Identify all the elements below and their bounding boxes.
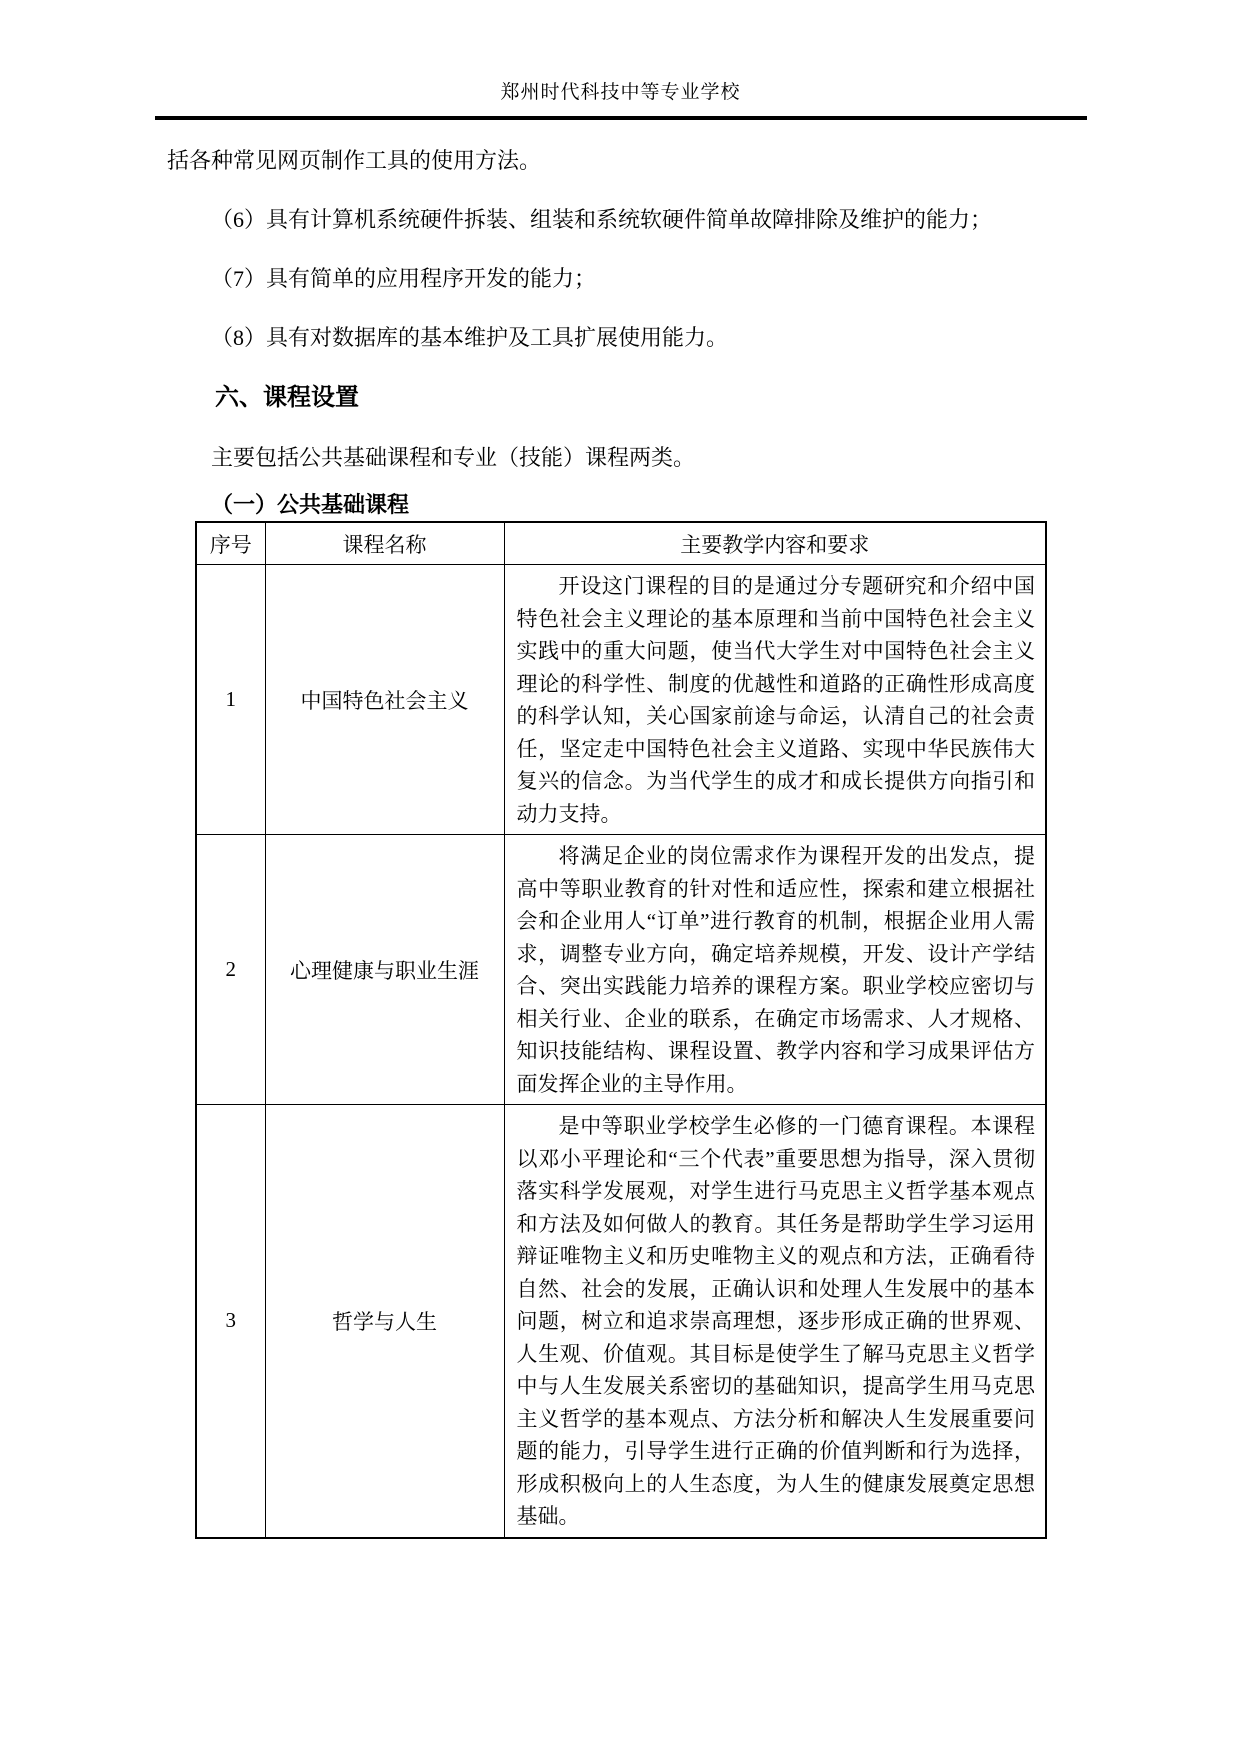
column-header-no: 序号 [196,522,265,565]
course-content-text: 将满足企业的岗位需求作为课程开发的出发点，提高中等职业教育的针对性和适应性，探索和建立根据社会和企业用人“订单”进行教育的机制，根据企业用人需求，调整专业方向，确定培养规模，开发、设计产学结合、突出实践能力培养的课程方案。职业学校应密切与相关行业、企业的联系，在确定市场需求、人才规格、知识技能结构、课程设置、教学内容和学习成果评估方面发挥企业的主导作用。 [516,844,1035,1096]
cell-course-content [504,565,1046,835]
course-table [195,521,1047,1539]
section-intro: 主要包括公共基础课程和专业（技能）课程两类。 [211,445,696,470]
table-row [196,1105,1046,1538]
course-content-text: 开设这门课程的目的是通过分专题研究和介绍中国特色社会主义理论的基本原理和当前中国特色社会主义实践中的重大问题，使当代大学生对中国特色社会主义理论的科学性、制度的优越性和道路的正确性形成高度的科学认知，关心国家前途与命运，认清自己的社会责任，坚定走中国特色社会主义道路、实现中华民族伟大复兴的信念。为当代学生的成才和成长提供方向指引和动力支持。 [516,574,1035,826]
cell-course-name: 哲学与人生 [265,1105,504,1538]
course-content-text: 是中等职业学校学生必修的一门德育课程。本课程以邓小平理论和“三个代表”重要思想为指导，深入贯彻落实科学发展观，对学生进行马克思主义哲学基本观点和方法及如何做人的教育。其任务是帮助学生学习运用辩证唯物主义和历史唯物主义的观点和方法，正确看待自然、社会的发展，正确认识和处理人生发展中的基本问题，树立和追求崇高理想，逐步形成正确的世界观、人生观、价值观。其目标是使学生了解马克思主义哲学中与人生发展关系密切的基础知识，提高学生用马克思主义哲学的基本观点、方法分析和解决人生发展重要问题的能力，引导学生进行正确的价值判断和行为选择，形成积极向上的人生态度，为人生的健康发展奠定思想基础。 [516,1114,1035,1528]
paragraph-item-7: （7）具有简单的应用程序开发的能力； [211,266,597,291]
cell-course-content [504,835,1046,1105]
section-heading-course-setup: 六、课程设置 [215,385,359,411]
cell-row-number: 1 [196,565,265,835]
cell-course-name: 中国特色社会主义 [265,565,504,835]
column-header-content: 主要教学内容和要求 [504,522,1046,565]
table-row [196,565,1046,835]
cell-row-number: 2 [196,835,265,1105]
paragraph-item-8: （8）具有对数据库的基本维护及工具扩展使用能力。 [211,325,729,350]
paragraph-continuation: 括各种常见网页制作工具的使用方法。 [167,148,542,173]
page-header-school-name: 郑州时代科技中等专业学校 [500,82,741,103]
column-header-course-name: 课程名称 [265,522,504,565]
cell-course-content [504,1105,1046,1538]
subsection-heading-public-basic-courses: （一）公共基础课程 [211,492,410,517]
table-row [196,835,1046,1105]
table-header-row [196,522,1046,565]
paragraph-item-6: （6）具有计算机系统硬件拆装、组装和系统软硬件简单故障排除及维护的能力； [211,207,993,232]
cell-row-number: 3 [196,1105,265,1538]
document-body [167,131,1087,1539]
cell-course-name: 心理健康与职业生涯 [265,835,504,1105]
header-rule [155,116,1087,120]
